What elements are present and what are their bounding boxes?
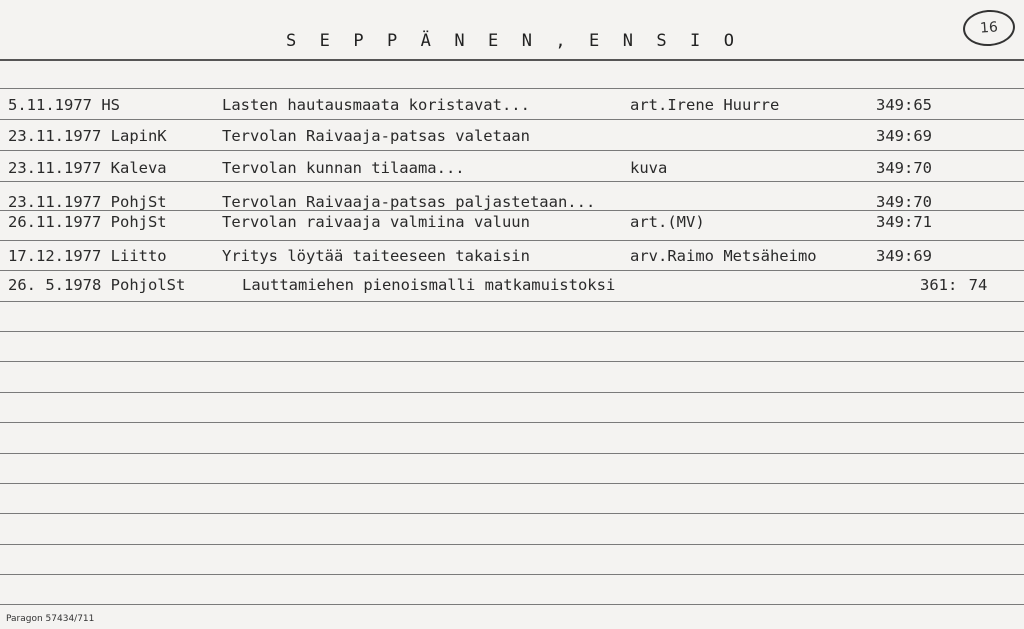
entry-date: 5.11.1977 HS	[8, 96, 120, 114]
ruled-line	[0, 88, 1024, 89]
entry-title: Lasten hautausmaata koristavat...	[222, 96, 530, 114]
entry-ref: 349:70	[876, 159, 932, 177]
entry-title: Tervolan Raivaaja-patsas valetaan	[222, 127, 530, 145]
entry-date: 17.12.1977 Liitto	[8, 247, 167, 265]
entry-title: Yritys löytää taiteeseen takaisin	[222, 247, 530, 265]
entry-row	[0, 276, 1024, 300]
ruled-line	[0, 513, 1024, 514]
entry-row	[0, 213, 1024, 237]
entry-title: Tervolan Raivaaja-patsas paljastetaan...	[222, 193, 596, 211]
entry-title: Tervolan raivaaja valmiina valuun	[222, 213, 530, 231]
entry-ref: 349:69	[876, 127, 932, 145]
ruled-line	[0, 361, 1024, 362]
printer-mark: Paragon 57434/711	[6, 614, 95, 624]
entry-note: art.Irene Huurre	[630, 96, 780, 114]
ruled-line	[0, 422, 1024, 423]
ruled-line	[0, 453, 1024, 454]
ruled-line	[0, 240, 1024, 241]
card-title: S E P P Ä N E N , E N S I O	[286, 31, 741, 51]
ruled-line	[0, 604, 1024, 605]
header-rule	[0, 59, 1024, 61]
ruled-line	[0, 574, 1024, 575]
entry-date: 26.11.1977 PohjSt	[8, 213, 167, 231]
entry-date: 23.11.1977 LapinK	[8, 127, 167, 145]
ruled-line	[0, 544, 1024, 545]
entry-ref: 349:69	[876, 247, 932, 265]
entry-note: art.(MV)	[630, 213, 705, 231]
entry-note: arv.Raimo Metsäheimo	[630, 247, 817, 265]
entry-row	[0, 159, 1024, 183]
entry-note: kuva	[630, 159, 668, 177]
entry-date: 23.11.1977 PohjSt	[8, 193, 167, 211]
entry-row	[0, 247, 1024, 271]
card-number: 16	[962, 8, 1016, 48]
entry-row	[0, 127, 1024, 151]
entry-date: 23.11.1977 Kaleva	[8, 159, 167, 177]
entry-ref: 349:65	[876, 96, 932, 114]
entry-ref: 361: 74	[920, 276, 988, 294]
entry-date: 26. 5.1978 PohjolSt	[8, 276, 186, 294]
entry-ref: 349:71	[876, 213, 932, 231]
ruled-line	[0, 301, 1024, 302]
ruled-line	[0, 331, 1024, 332]
entry-title: Lauttamiehen pienoismalli matkamuistoksi	[242, 276, 616, 294]
entry-title: Tervolan kunnan tilaama...	[222, 159, 465, 177]
ruled-line	[0, 483, 1024, 484]
entry-ref: 349:70	[876, 193, 932, 211]
entry-row	[0, 96, 1024, 120]
ruled-line	[0, 392, 1024, 393]
